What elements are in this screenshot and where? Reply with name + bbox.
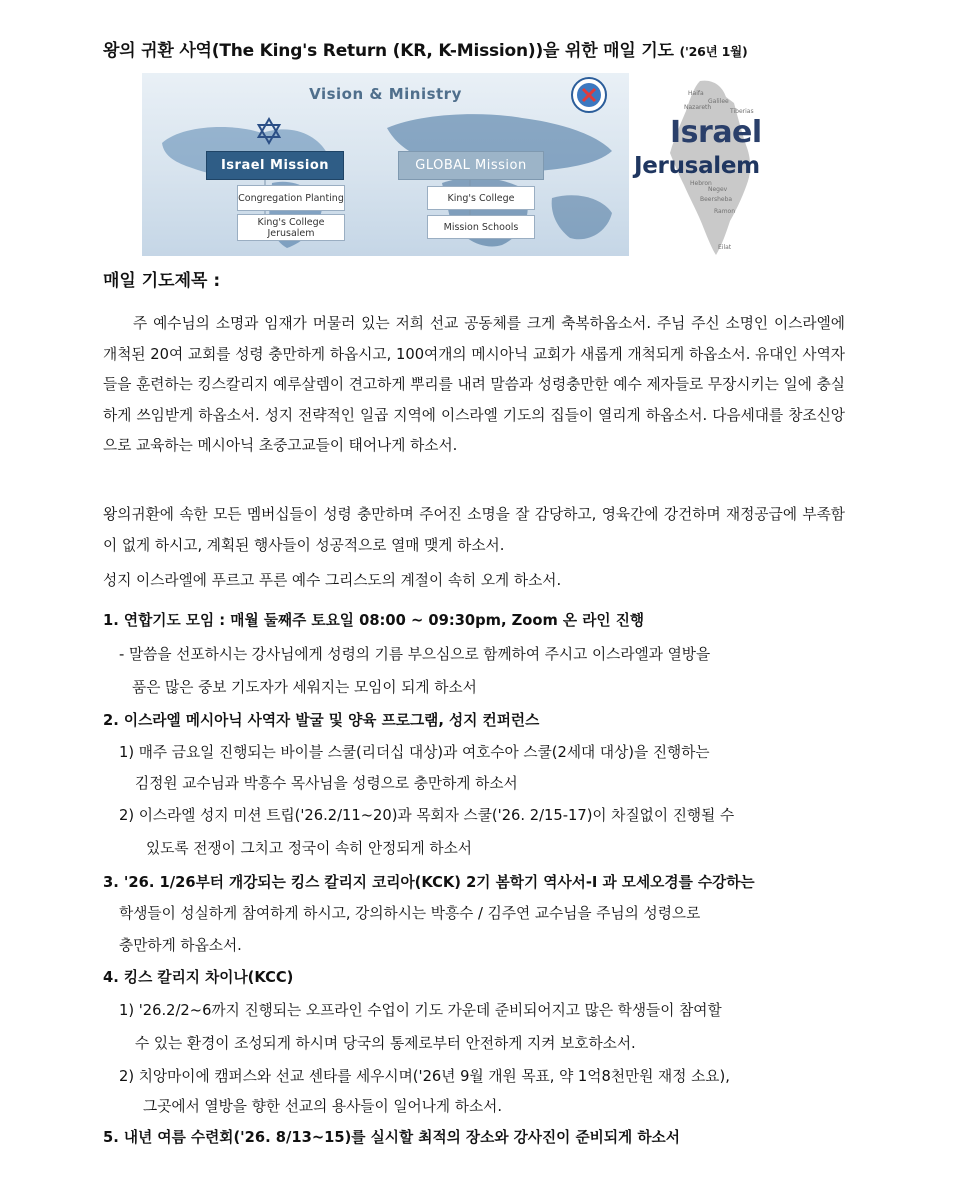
item-3-b: 학생들이 성실하게 참여하게 하시고, 강의하시는 박흥수 / 김주연 교수님을 주님의 성령으로 [119, 905, 701, 922]
vision-ministry-banner [142, 73, 629, 256]
congregation-planting-box: Congregation Planting [237, 185, 345, 211]
section-title: 매일 기도제목 : [103, 271, 221, 291]
svg-text:Hebron: Hebron [690, 180, 712, 187]
item-4-2-a: 2) 치앙마이에 캠퍼스와 선교 센타를 세우시며('26년 9월 개원 목표, 약 1억8천만원 재정 소요), [119, 1068, 730, 1085]
svg-text:Ramon: Ramon [714, 208, 736, 215]
svg-text:Galilee: Galilee [708, 98, 729, 105]
paragraph-2: 왕의귀환에 속한 모든 멤버십들이 성령 충만하며 주어진 소명을 잘 감당하고, 영육간에 강건하며 재정공급에 부족함이 없게 하시고, 계획된 행사들이 성공적으로 열매 맺게 하소서. [103, 506, 845, 554]
svg-text:Eilat: Eilat [718, 244, 732, 251]
item-3-a: 3. '26. 1/26부터 개강되는 킹스 칼리지 코리아(KCK) 2기 봄학기 역사서-I 과 모세오경를 수강하는 [103, 874, 755, 891]
svg-text:Tiberias: Tiberias [730, 108, 754, 115]
title-date: ('26년 1월) [679, 44, 748, 59]
page-title [103, 36, 748, 61]
item-4-1-b: 수 있는 환경이 조성되게 하시며 당국의 통제로부터 안전하게 지켜 보호하소서. [135, 1035, 636, 1052]
israel-mission-header: Israel Mission [206, 151, 344, 180]
svg-text:Negev: Negev [708, 186, 728, 193]
israel-word: Israel [670, 115, 762, 150]
item-4-2-b: 그곳에서 열방을 향한 선교의 용사들이 일어나게 하소서. [143, 1098, 503, 1115]
paragraph-3: 성지 이스라엘에 푸르고 푸른 예수 그리스도의 계절이 속히 오게 하소서. [103, 572, 562, 589]
mission-schools-box: Mission Schools [427, 215, 535, 239]
item-1-sub-a: - 말씀을 선포하시는 강사님에게 성령의 기름 부으심으로 함께하여 주시고 이스라엘과 열방을 [119, 646, 711, 663]
item-1-sub-b: 품은 많은 중보 기도자가 세워지는 모임이 되게 하소서 [132, 679, 477, 696]
item-4: 4. 킹스 칼리지 차이나(KCC) [103, 969, 294, 986]
item-2-2-b: 있도록 전쟁이 그치고 정국이 속히 안정되게 하소서 [146, 840, 472, 857]
title-main: 왕의 귀환 사역(The King's Return (KR, K-Mission))을 위한 매일 기도 [103, 41, 674, 61]
kings-college-jerusalem-box: King's College Jerusalem [237, 214, 345, 241]
item-2-2-a: 2) 이스라엘 성지 미션 트립('26.2/11~20)과 목회자 스쿨('26. 2/15-17)이 차질없이 진행될 수 [119, 807, 735, 824]
svg-text:Nazareth: Nazareth [684, 104, 712, 111]
kings-college-box: King's College [427, 186, 535, 210]
svg-text:Beersheba: Beersheba [700, 196, 733, 203]
paragraph-1: 주 예수님의 소명과 임재가 머물러 있는 저희 선교 공동체를 크게 축복하옵소서. 주님 주신 소명인 이스라엘에 개척된 20여 교회를 성령 충만하게 하옵시고, 100여개의 메시아닉 교회가 새롭게 개척되게 하옵소서. 유대인 사역자들을 훈련하는 킹스칼리지 예루살렘이 견고하게 뿌리를 내려 말씀과 성령충만한 예수 제자들로 무장시키는 일에 충실하게 쓰임받게 하옵소서. 성지 전략적인 일곱 지역에 이스라엘 기도의 집들이 열리게 하옵소서. 다음세대를 창조신앙으로 교육하는 메시아닉 초중고교들이 태어나게 하소서. [103, 315, 845, 454]
israel-word-cloud-map [630, 73, 790, 258]
global-mission-header: GLOBAL Mission [398, 151, 544, 180]
item-4-1-a: 1) '26.2/2~6까지 진행되는 오프라인 수업이 기도 가운데 준비되어지고 많은 학생들이 참여할 [119, 1002, 722, 1019]
item-1: 1. 연합기도 모임 : 매월 둘째주 토요일 08:00 ~ 09:30pm, Zoom 온 라인 진행 [103, 612, 645, 629]
banner-heading: Vision & Ministry [309, 85, 462, 103]
item-3-c: 충만하게 하옵소서. [119, 937, 242, 954]
item-2-1-a: 1) 매주 금요일 진행되는 바이블 스쿨(리더십 대상)과 여호수아 스쿨(2세대 대상)을 진행하는 [119, 744, 710, 761]
item-2-1-b: 김정원 교수님과 박흥수 목사님을 성령으로 충만하게 하소서 [135, 775, 518, 792]
item-2: 2. 이스라엘 메시아닉 사역자 발굴 및 양육 프로그램, 성지 컨퍼런스 [103, 712, 540, 729]
svg-text:Haifa: Haifa [688, 90, 704, 97]
item-5: 5. 내년 여름 수련회('26. 8/13~15)를 실시할 최적의 장소와 강사진이 준비되게 하소서 [103, 1129, 680, 1146]
jerusalem-word: Jerusalem [634, 153, 760, 179]
